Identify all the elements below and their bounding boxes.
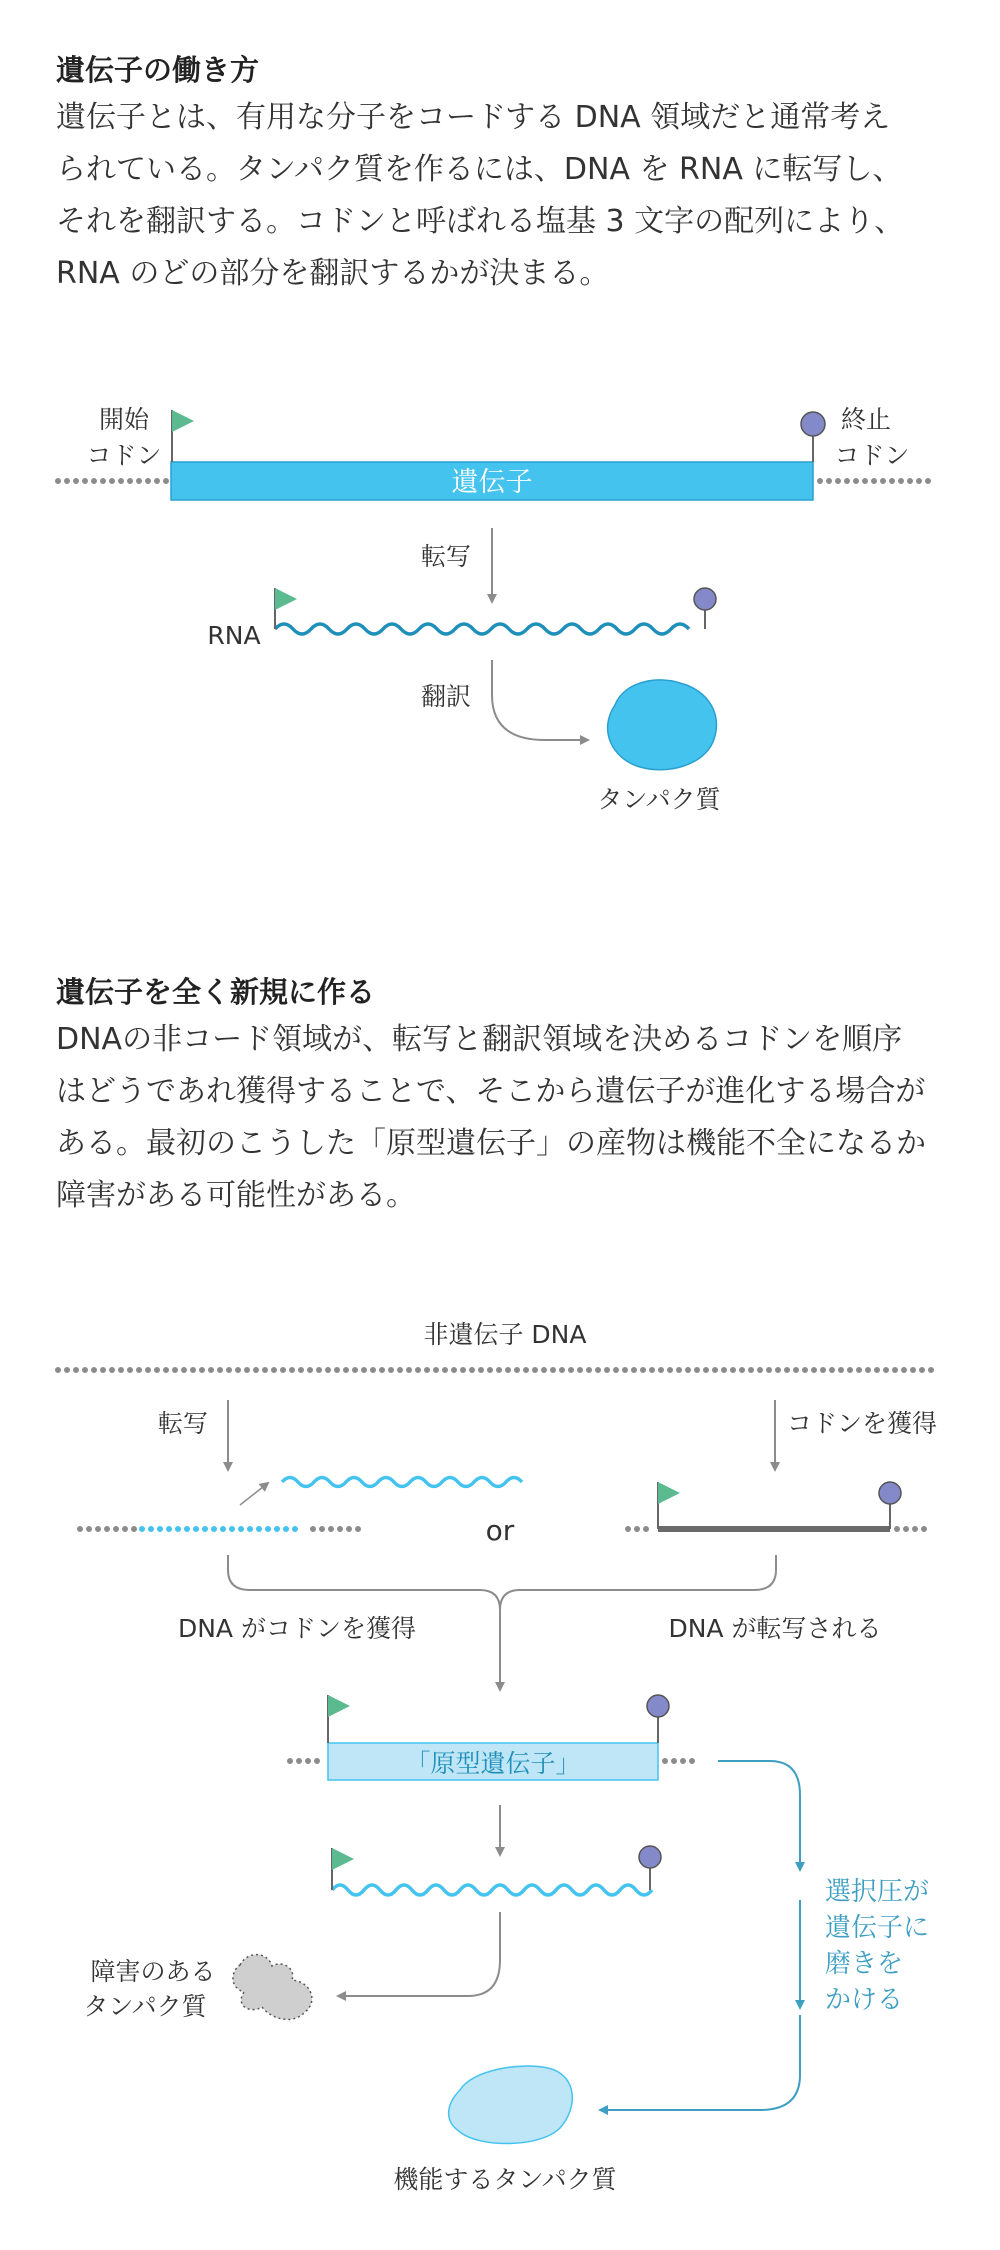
section2-heading: 遺伝子を全く新規に作る bbox=[56, 975, 376, 1009]
or-label: or bbox=[485, 1514, 515, 1547]
transcription-label: 転写 bbox=[420, 542, 472, 571]
dna-transcribed-label: DNA が転写される bbox=[668, 1614, 882, 1643]
left-rna-wave bbox=[282, 1478, 522, 1487]
selection-label: かける bbox=[825, 1985, 904, 2015]
protein-label: タンパク質 bbox=[597, 785, 721, 814]
selection-label: 選択圧が bbox=[825, 1877, 930, 1907]
proto-rna-start-flag-icon bbox=[332, 1848, 354, 1870]
proto-stop-circle-icon bbox=[647, 1695, 669, 1717]
stop-codon-label: 終止 bbox=[840, 405, 892, 434]
paragraph-line: DNAの非コード領域が、転写と翻訳領域を決めるコドンを順序 bbox=[56, 1022, 903, 1057]
start-flag-icon bbox=[172, 410, 194, 432]
paragraph-line: それを翻訳する。コドンと呼ばれる塩基 3 文字の配列により、 bbox=[56, 204, 905, 239]
protein-blob bbox=[608, 680, 717, 770]
de-novo-gene-diagram bbox=[0, 1300, 1000, 2240]
selection-label: 磨きを bbox=[825, 1949, 904, 1979]
rna-stop-circle-icon bbox=[694, 588, 716, 610]
paragraph-line: RNA のどの部分を翻訳するかが決まる。 bbox=[56, 256, 610, 291]
rna-wave bbox=[275, 624, 689, 634]
proto-rna-wave bbox=[332, 1885, 652, 1895]
dna-gains-codons-label: DNA がコドンを獲得 bbox=[177, 1614, 417, 1643]
right-stop-circle-icon bbox=[879, 1482, 901, 1504]
translation-arrow bbox=[492, 660, 588, 740]
defective-protein-arrow bbox=[338, 1912, 500, 1996]
selection-arrow bbox=[718, 1761, 800, 1870]
rna-release-arrow bbox=[240, 1483, 268, 1505]
rna-start-flag-icon bbox=[275, 588, 297, 610]
gene-label: 遺伝子 bbox=[451, 467, 533, 498]
section2-paragraph bbox=[56, 1014, 956, 1222]
paragraph-line: 遺伝子とは、有用な分子をコードする DNA 領域だと通常考え bbox=[56, 100, 891, 135]
functional-protein-blob bbox=[449, 2066, 573, 2143]
start-codon-label: コドン bbox=[86, 441, 162, 470]
right-start-flag-icon bbox=[658, 1482, 680, 1504]
stop-codon-label: コドン bbox=[834, 441, 910, 470]
paragraph-line: ある。最初のこうした「原型遺伝子」の産物は機能不全になるか bbox=[56, 1126, 926, 1161]
section1-paragraph bbox=[56, 92, 956, 300]
defective-protein-label: タンパク質 bbox=[83, 1992, 207, 2021]
section1-heading: 遺伝子の働き方 bbox=[56, 53, 260, 87]
functional-protein-label: 機能するタンパク質 bbox=[393, 2165, 617, 2194]
defective-protein-label: 障害のある bbox=[90, 1957, 216, 1986]
stop-circle-icon bbox=[801, 412, 825, 436]
paragraph-line: はどうであれ獲得することで、そこから遺伝子が進化する場合が bbox=[56, 1074, 926, 1109]
rna-label: RNA bbox=[207, 621, 261, 650]
gain-codons-label: コドンを獲得 bbox=[786, 1409, 938, 1438]
proto-gene-label: 「原型遺伝子」 bbox=[405, 1749, 581, 1778]
left-transcription-label: 転写 bbox=[157, 1409, 209, 1438]
proto-rna-stop-circle-icon bbox=[639, 1846, 661, 1868]
merge-bracket bbox=[228, 1555, 776, 1610]
selection-label: 遺伝子に bbox=[825, 1913, 930, 1943]
noncoding-dna-label: 非遺伝子 DNA bbox=[423, 1320, 587, 1349]
selection-arrow-bottom bbox=[600, 2015, 800, 2110]
defective-protein-blob bbox=[233, 1955, 312, 2020]
paragraph-line: 障害がある可能性がある。 bbox=[56, 1178, 416, 1213]
paragraph-line: られている。タンパク質を作るには、DNA を RNA に転写し、 bbox=[56, 152, 903, 187]
proto-start-flag-icon bbox=[328, 1695, 350, 1717]
gene-expression-diagram bbox=[0, 380, 1000, 840]
translation-label: 翻訳 bbox=[420, 682, 472, 711]
start-codon-label: 開始 bbox=[98, 405, 150, 434]
